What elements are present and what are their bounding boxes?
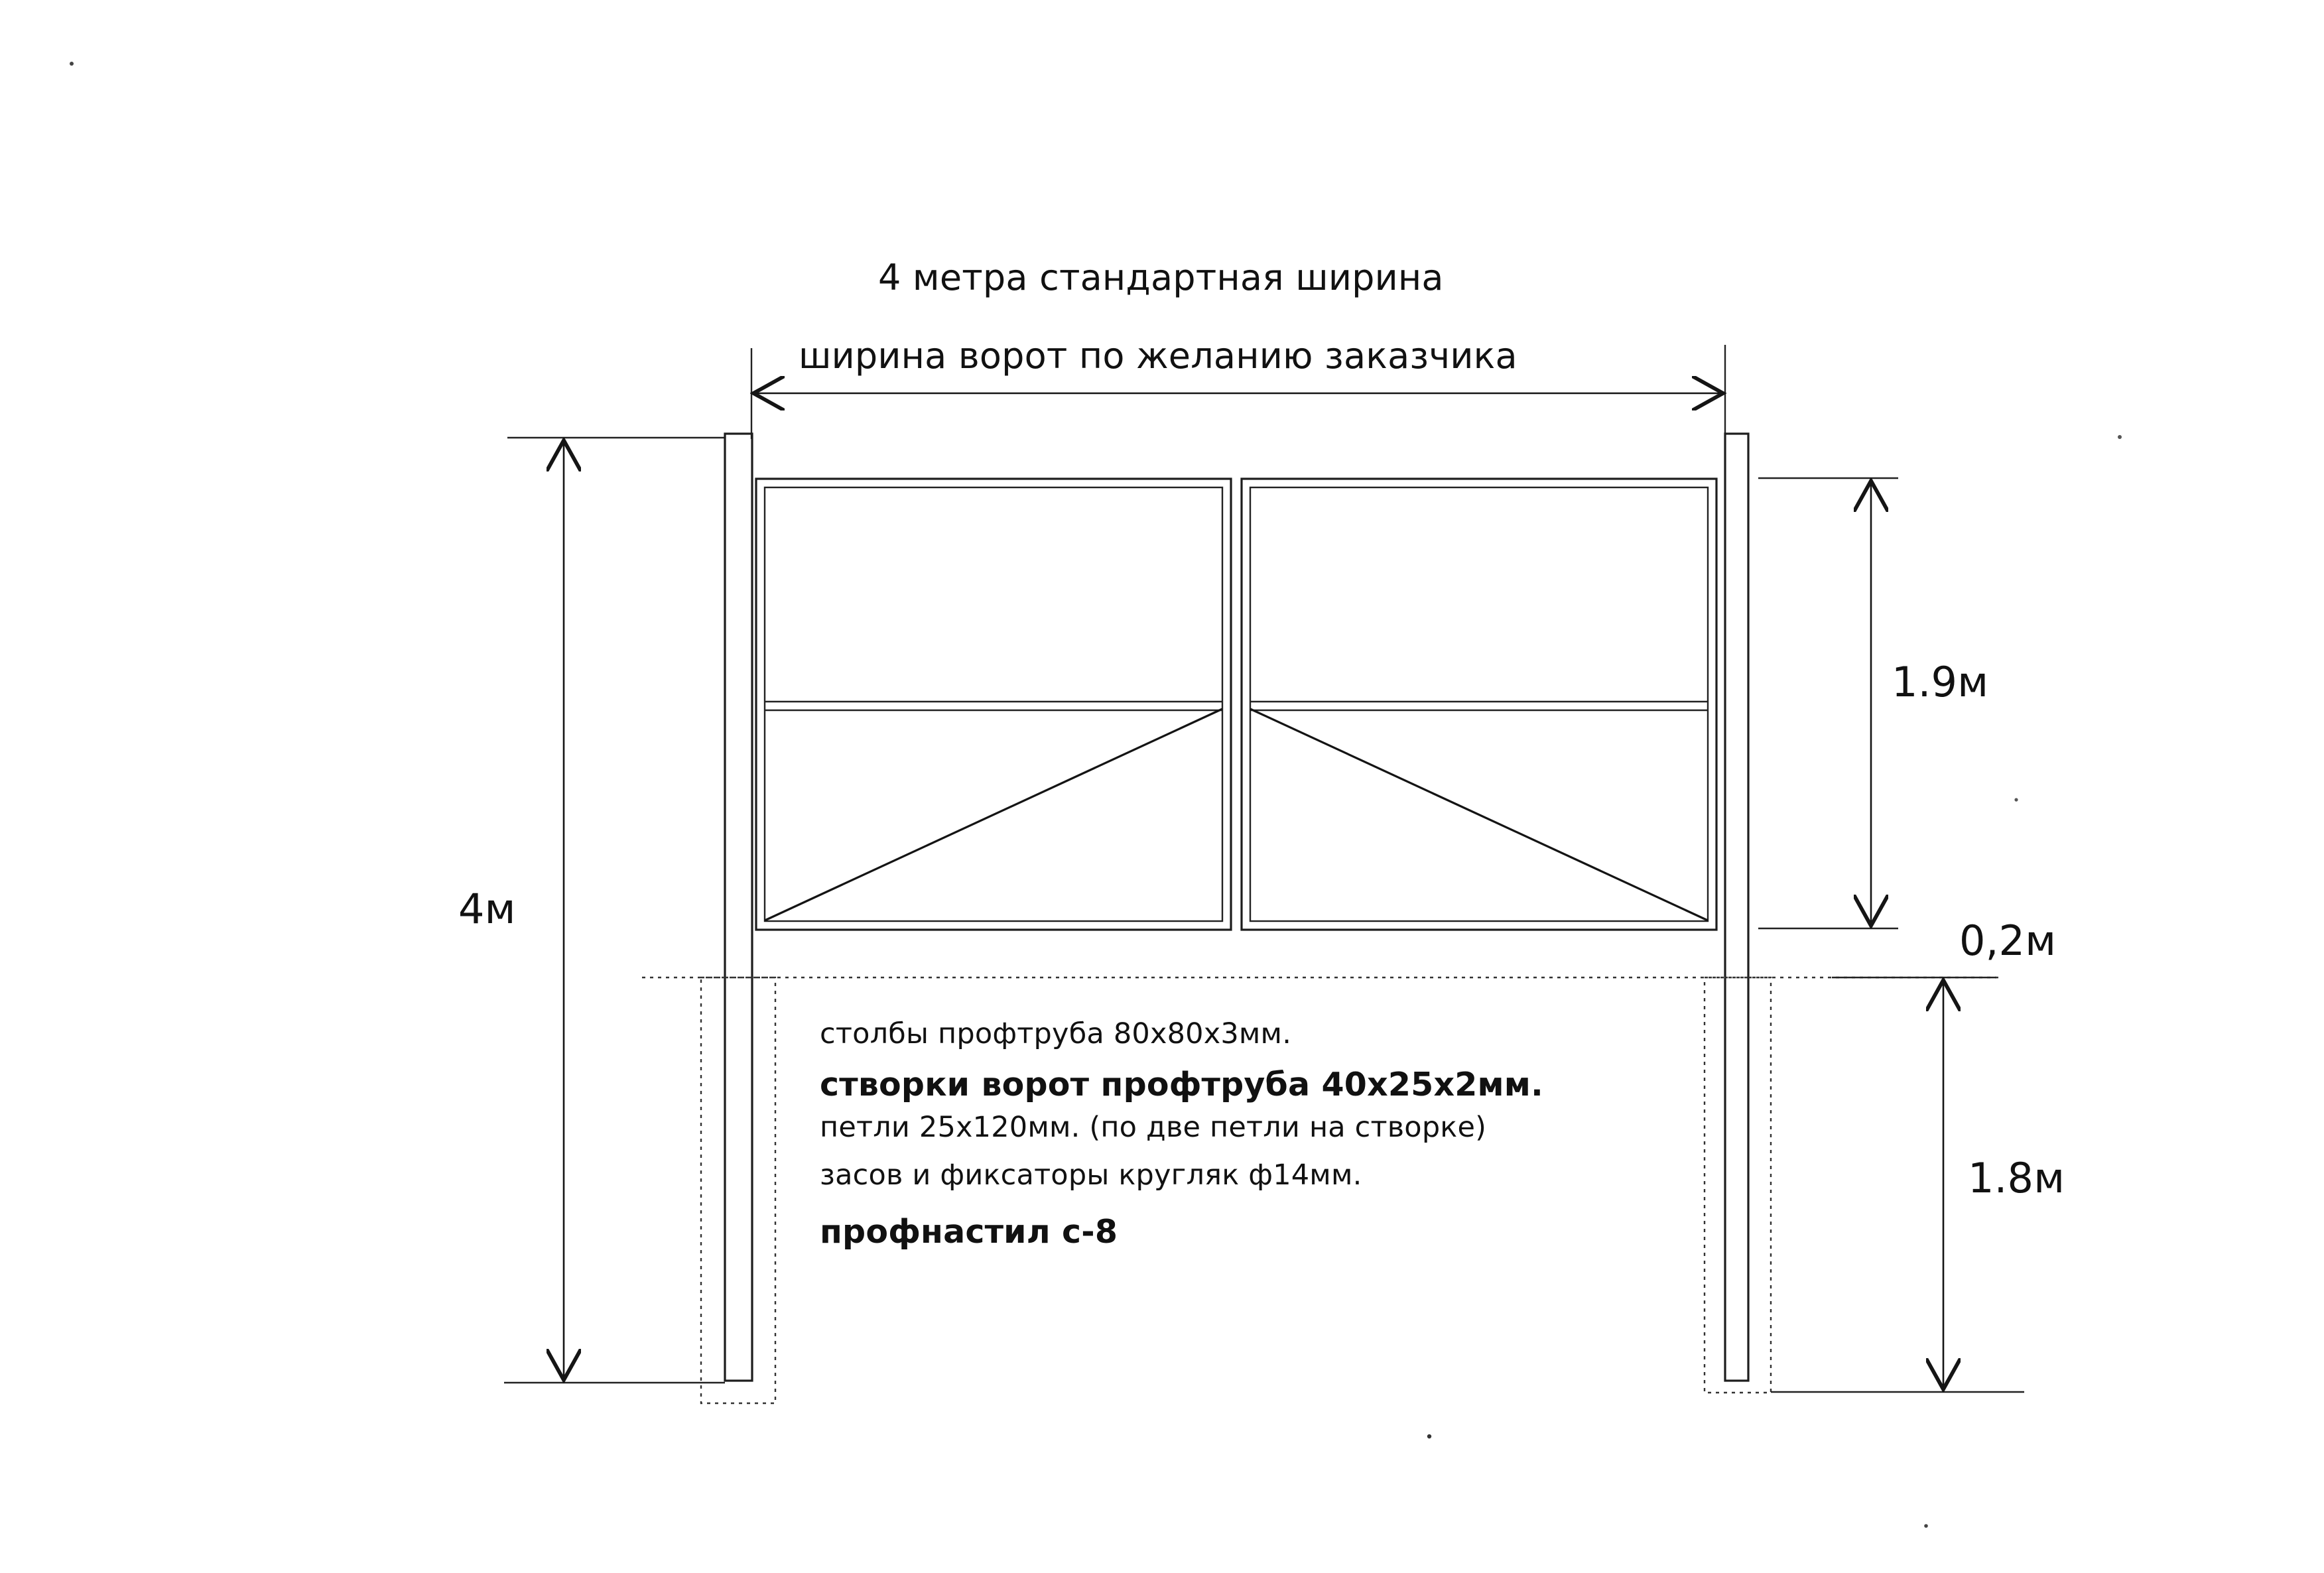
right-post bbox=[1725, 434, 1748, 1381]
profile-sheet-spec: профнастил с-8 bbox=[820, 1213, 1118, 1251]
left-gate-leaf-inner bbox=[765, 487, 1222, 921]
left-gate-leaf-outer bbox=[756, 479, 1231, 930]
gate-height-label: 1.9м bbox=[1892, 658, 1989, 706]
standard-width-title: 4 метра стандартная ширина bbox=[878, 257, 1444, 298]
latch-spec: засов и фиксаторы кругляк ф14мм. bbox=[820, 1159, 1362, 1192]
hinge-spec: петли 25х120мм. (по две петли на створке) bbox=[820, 1111, 1487, 1144]
gap-height-label: 0,2м bbox=[1959, 916, 2057, 965]
gate-leaf-spec: створки ворот профтруба 40х25х2мм. bbox=[820, 1066, 1543, 1103]
scan-speck bbox=[1924, 1524, 1928, 1528]
custom-width-title: ширина ворот по желанию заказчика bbox=[799, 335, 1517, 377]
left-post-underground-outline bbox=[701, 977, 775, 1403]
right-gate-diagonal-brace bbox=[1250, 709, 1708, 920]
right-post-underground-outline bbox=[1705, 977, 1771, 1393]
scan-speck bbox=[2118, 435, 2122, 439]
scan-speck bbox=[1427, 1434, 1431, 1438]
scan-speck bbox=[70, 62, 74, 66]
total-height-label: 4м bbox=[458, 885, 516, 933]
scan-speck bbox=[2014, 798, 2018, 801]
right-gate-leaf-outer bbox=[1242, 479, 1716, 930]
post-spec: столбы профтруба 80х80х3мм. bbox=[820, 1017, 1292, 1050]
right-gate-leaf-inner bbox=[1250, 487, 1708, 921]
left-gate-diagonal-brace bbox=[765, 709, 1222, 920]
left-post bbox=[725, 434, 752, 1381]
post-depth-label: 1.8м bbox=[1968, 1154, 2065, 1202]
